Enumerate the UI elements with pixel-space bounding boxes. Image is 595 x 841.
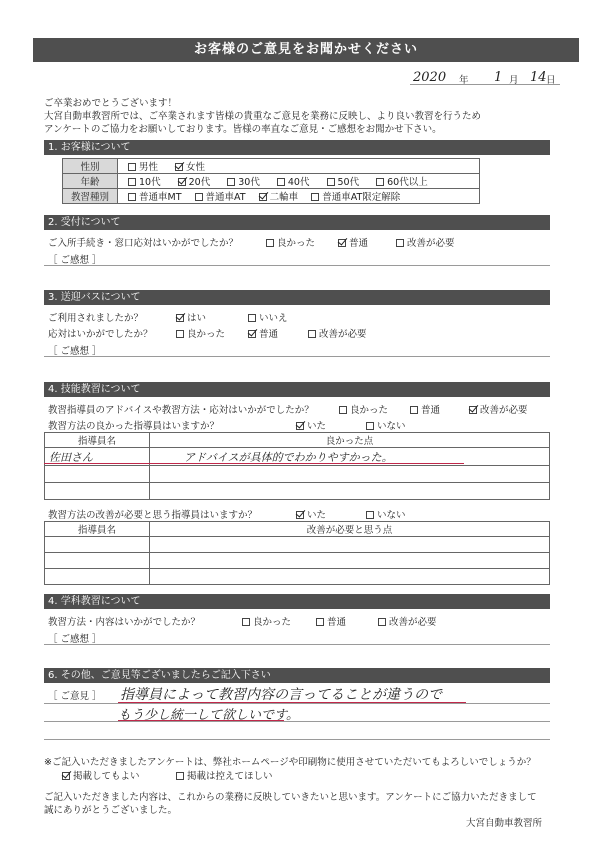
section-1-heading: 1. お客様について xyxy=(44,140,550,155)
type-at[interactable]: 普通車AT xyxy=(195,192,246,203)
practical-normal[interactable]: 普通 xyxy=(410,402,440,416)
section-4-heading: 4. 技能教習について xyxy=(44,382,550,397)
improve-instructor-question: 教習方法の改善が必要と思う指導員はいますか？ xyxy=(48,510,258,521)
type-mt[interactable]: 普通車MT xyxy=(128,192,182,203)
consent-allow[interactable]: 掲載してもよい xyxy=(62,768,140,782)
footer-school-name: 大宮自動車教習所 xyxy=(466,818,543,829)
checkbox-checked[interactable] xyxy=(469,406,477,414)
section-6-heading: 6. その他、ご意見等ございましたらご記入下さい xyxy=(44,668,550,683)
checkbox[interactable] xyxy=(248,314,256,322)
closing-text xyxy=(44,791,537,817)
gender-male[interactable]: 男性 xyxy=(128,162,158,173)
bus-comment-label: ［ ご感想 ］ xyxy=(48,346,102,357)
col-good-points: 良かった点 xyxy=(150,433,550,448)
col-instructor-name: 指導員名 xyxy=(45,433,150,448)
empty-cell[interactable] xyxy=(150,553,550,569)
checkbox[interactable] xyxy=(128,193,136,201)
checkbox[interactable] xyxy=(128,163,136,171)
empty-cell[interactable] xyxy=(150,466,550,483)
checkbox[interactable] xyxy=(195,193,203,201)
checkbox-checked[interactable] xyxy=(175,163,183,171)
practical-good[interactable]: 良かった xyxy=(339,402,388,416)
reception-question: ご入所手続き・窓口応対はいかがでしたか？ xyxy=(48,238,239,249)
age-20s[interactable]: 20代 xyxy=(178,177,211,188)
customer-info-table xyxy=(62,158,480,204)
comment-line[interactable] xyxy=(44,265,550,266)
checkbox[interactable] xyxy=(366,422,374,430)
checkbox[interactable] xyxy=(242,618,250,626)
gender-label: 性別 xyxy=(63,159,118,174)
empty-cell[interactable] xyxy=(45,483,150,500)
page-title: お客様のご意見をお聞かせください xyxy=(33,38,579,62)
empty-cell[interactable] xyxy=(150,569,550,585)
bus-use-yes[interactable]: はい xyxy=(176,310,206,324)
improve-instructor-table xyxy=(44,521,550,585)
empty-cell[interactable] xyxy=(150,537,550,553)
consent-question: ※ご記入いただきましたアンケートは、弊社ホームページや印刷物に使用させていただいてもよろしいでしょうか？ xyxy=(44,757,536,768)
empty-cell[interactable] xyxy=(45,466,150,483)
reception-improve[interactable]: 改善が必要 xyxy=(396,235,455,249)
age-label: 年齢 xyxy=(63,174,118,189)
checkbox[interactable] xyxy=(378,618,386,626)
checkbox-checked[interactable] xyxy=(178,178,186,186)
opinion-line-1[interactable]: 指導員によって教習内容の言ってることが違うので xyxy=(120,687,442,703)
checkbox[interactable] xyxy=(277,178,285,186)
checkbox-checked[interactable] xyxy=(176,314,184,322)
gender-female[interactable]: 女性 xyxy=(175,162,205,173)
bus-use-question: ご利用されましたか？ xyxy=(48,313,144,324)
red-underline xyxy=(44,463,464,464)
checkbox[interactable] xyxy=(316,618,324,626)
reception-good[interactable]: 良かった xyxy=(266,235,315,249)
classroom-normal[interactable]: 普通 xyxy=(316,614,346,628)
classroom-comment-label: ［ ご感想 ］ xyxy=(48,634,102,645)
course-type-options xyxy=(118,189,480,204)
col-instructor-name: 指導員名 xyxy=(45,522,150,537)
good-instructor-question: 教習方法の良かった指導員はいますか？ xyxy=(48,421,220,432)
checkbox[interactable] xyxy=(327,178,335,186)
age-60s-plus[interactable]: 60代以上 xyxy=(376,177,428,188)
good-instructor-table xyxy=(44,432,550,500)
type-motorcycle[interactable]: 二輪車 xyxy=(259,192,299,203)
good-instructor-name[interactable]: 佐田さん xyxy=(45,448,150,466)
checkbox-checked[interactable] xyxy=(62,772,70,780)
checkbox[interactable] xyxy=(311,193,319,201)
checkbox[interactable] xyxy=(227,178,235,186)
classroom-improve[interactable]: 改善が必要 xyxy=(378,614,437,628)
comment-line[interactable] xyxy=(44,356,550,357)
age-10s[interactable]: 10代 xyxy=(128,177,161,188)
closing-line: 誠にありがとうございました。 xyxy=(44,805,178,816)
section-2-heading: 2. 受付について xyxy=(44,215,550,230)
intro-line: 大宮自動車教習所では、ご卒業されます皆様の貴重なご意見を業務に反映し、より良い教習を行うため xyxy=(44,111,482,122)
opinion-label: ［ ご意見 ］ xyxy=(48,691,102,702)
checkbox-checked[interactable] xyxy=(338,239,346,247)
reception-comment-label: ［ ご感想 ］ xyxy=(48,255,102,266)
comment-line[interactable] xyxy=(44,721,550,722)
checkbox[interactable] xyxy=(308,330,316,338)
course-type-label: 教習種別 xyxy=(63,189,118,204)
practical-question: 教習指導員のアドバイスや教習方法・応対はいかがでしたか？ xyxy=(48,405,314,416)
date-year-label: 年 xyxy=(459,75,469,86)
intro-line: ご卒業おめでとうございます！ xyxy=(44,98,178,109)
date-day[interactable]: 14 xyxy=(530,70,547,85)
section-5-heading: 4. 学科教習について xyxy=(44,594,550,609)
improve-instructor-yes[interactable]: いた xyxy=(296,507,326,521)
empty-cell[interactable] xyxy=(45,553,150,569)
checkbox[interactable] xyxy=(266,239,274,247)
checkbox[interactable] xyxy=(376,178,384,186)
checkbox-checked[interactable] xyxy=(248,330,256,338)
checkbox[interactable] xyxy=(366,511,374,519)
checkbox[interactable] xyxy=(396,239,404,247)
bus-service-good[interactable]: 良かった xyxy=(176,326,225,340)
age-40s[interactable]: 40代 xyxy=(277,177,310,188)
empty-cell[interactable] xyxy=(150,483,550,500)
date-month-label: 月 xyxy=(509,75,519,86)
age-options xyxy=(118,174,480,189)
intro-text xyxy=(44,97,481,136)
age-30s[interactable]: 30代 xyxy=(227,177,260,188)
date-day-label: 日 xyxy=(546,75,556,86)
type-at-limit-removal[interactable]: 普通車AT限定解除 xyxy=(311,192,400,203)
age-50s[interactable]: 50代 xyxy=(327,177,360,188)
practical-improve[interactable]: 改善が必要 xyxy=(469,402,528,416)
checkbox[interactable] xyxy=(176,330,184,338)
empty-cell[interactable] xyxy=(45,537,150,553)
opinion-line-2[interactable]: もう少し統一して欲しいです。 xyxy=(118,708,299,723)
comment-line[interactable] xyxy=(44,739,550,740)
closing-line: ご記入いただきました内容は、これからの業務に反映していきたいと思います。アンケートにご協力いただきまして xyxy=(44,792,537,803)
classroom-question: 教習方法・内容はいかがでしたか？ xyxy=(48,617,201,628)
empty-cell[interactable] xyxy=(45,569,150,585)
good-instructor-no[interactable]: いない xyxy=(366,418,406,432)
comment-line[interactable] xyxy=(44,644,550,645)
section-3-heading: 3. 送迎バスについて xyxy=(44,290,550,305)
gender-options xyxy=(118,159,480,174)
intro-line: アンケートのご協力をお願いしております。皆様の率直なご意見・ご感想をお聞かせ下さい。 xyxy=(44,124,442,135)
classroom-good[interactable]: 良かった xyxy=(242,614,291,628)
good-point-text[interactable]: アドバイスが具体的でわかりやすかった。 xyxy=(150,448,550,466)
date-month[interactable]: 1 xyxy=(494,70,503,85)
col-improve-points: 改善が必要と思う点 xyxy=(150,522,550,537)
bus-service-question: 応対はいかがでしたか？ xyxy=(48,329,153,340)
checkbox[interactable] xyxy=(339,406,347,414)
date-line xyxy=(410,84,560,85)
consent-decline[interactable]: 掲載は控えてほしい xyxy=(176,768,273,782)
checkbox[interactable] xyxy=(410,406,418,414)
date-year[interactable]: 2020 xyxy=(413,70,447,85)
checkbox-checked[interactable] xyxy=(296,511,304,519)
bus-service-normal[interactable]: 普通 xyxy=(248,326,278,340)
checkbox[interactable] xyxy=(176,772,184,780)
bus-use-no[interactable]: いいえ xyxy=(248,310,288,324)
reception-normal[interactable]: 普通 xyxy=(338,235,368,249)
checkbox[interactable] xyxy=(128,178,136,186)
improve-instructor-no[interactable]: いない xyxy=(366,507,406,521)
checkbox-checked[interactable] xyxy=(259,193,267,201)
good-instructor-yes[interactable]: いた xyxy=(296,418,326,432)
checkbox-checked[interactable] xyxy=(296,422,304,430)
bus-service-improve[interactable]: 改善が必要 xyxy=(308,326,367,340)
